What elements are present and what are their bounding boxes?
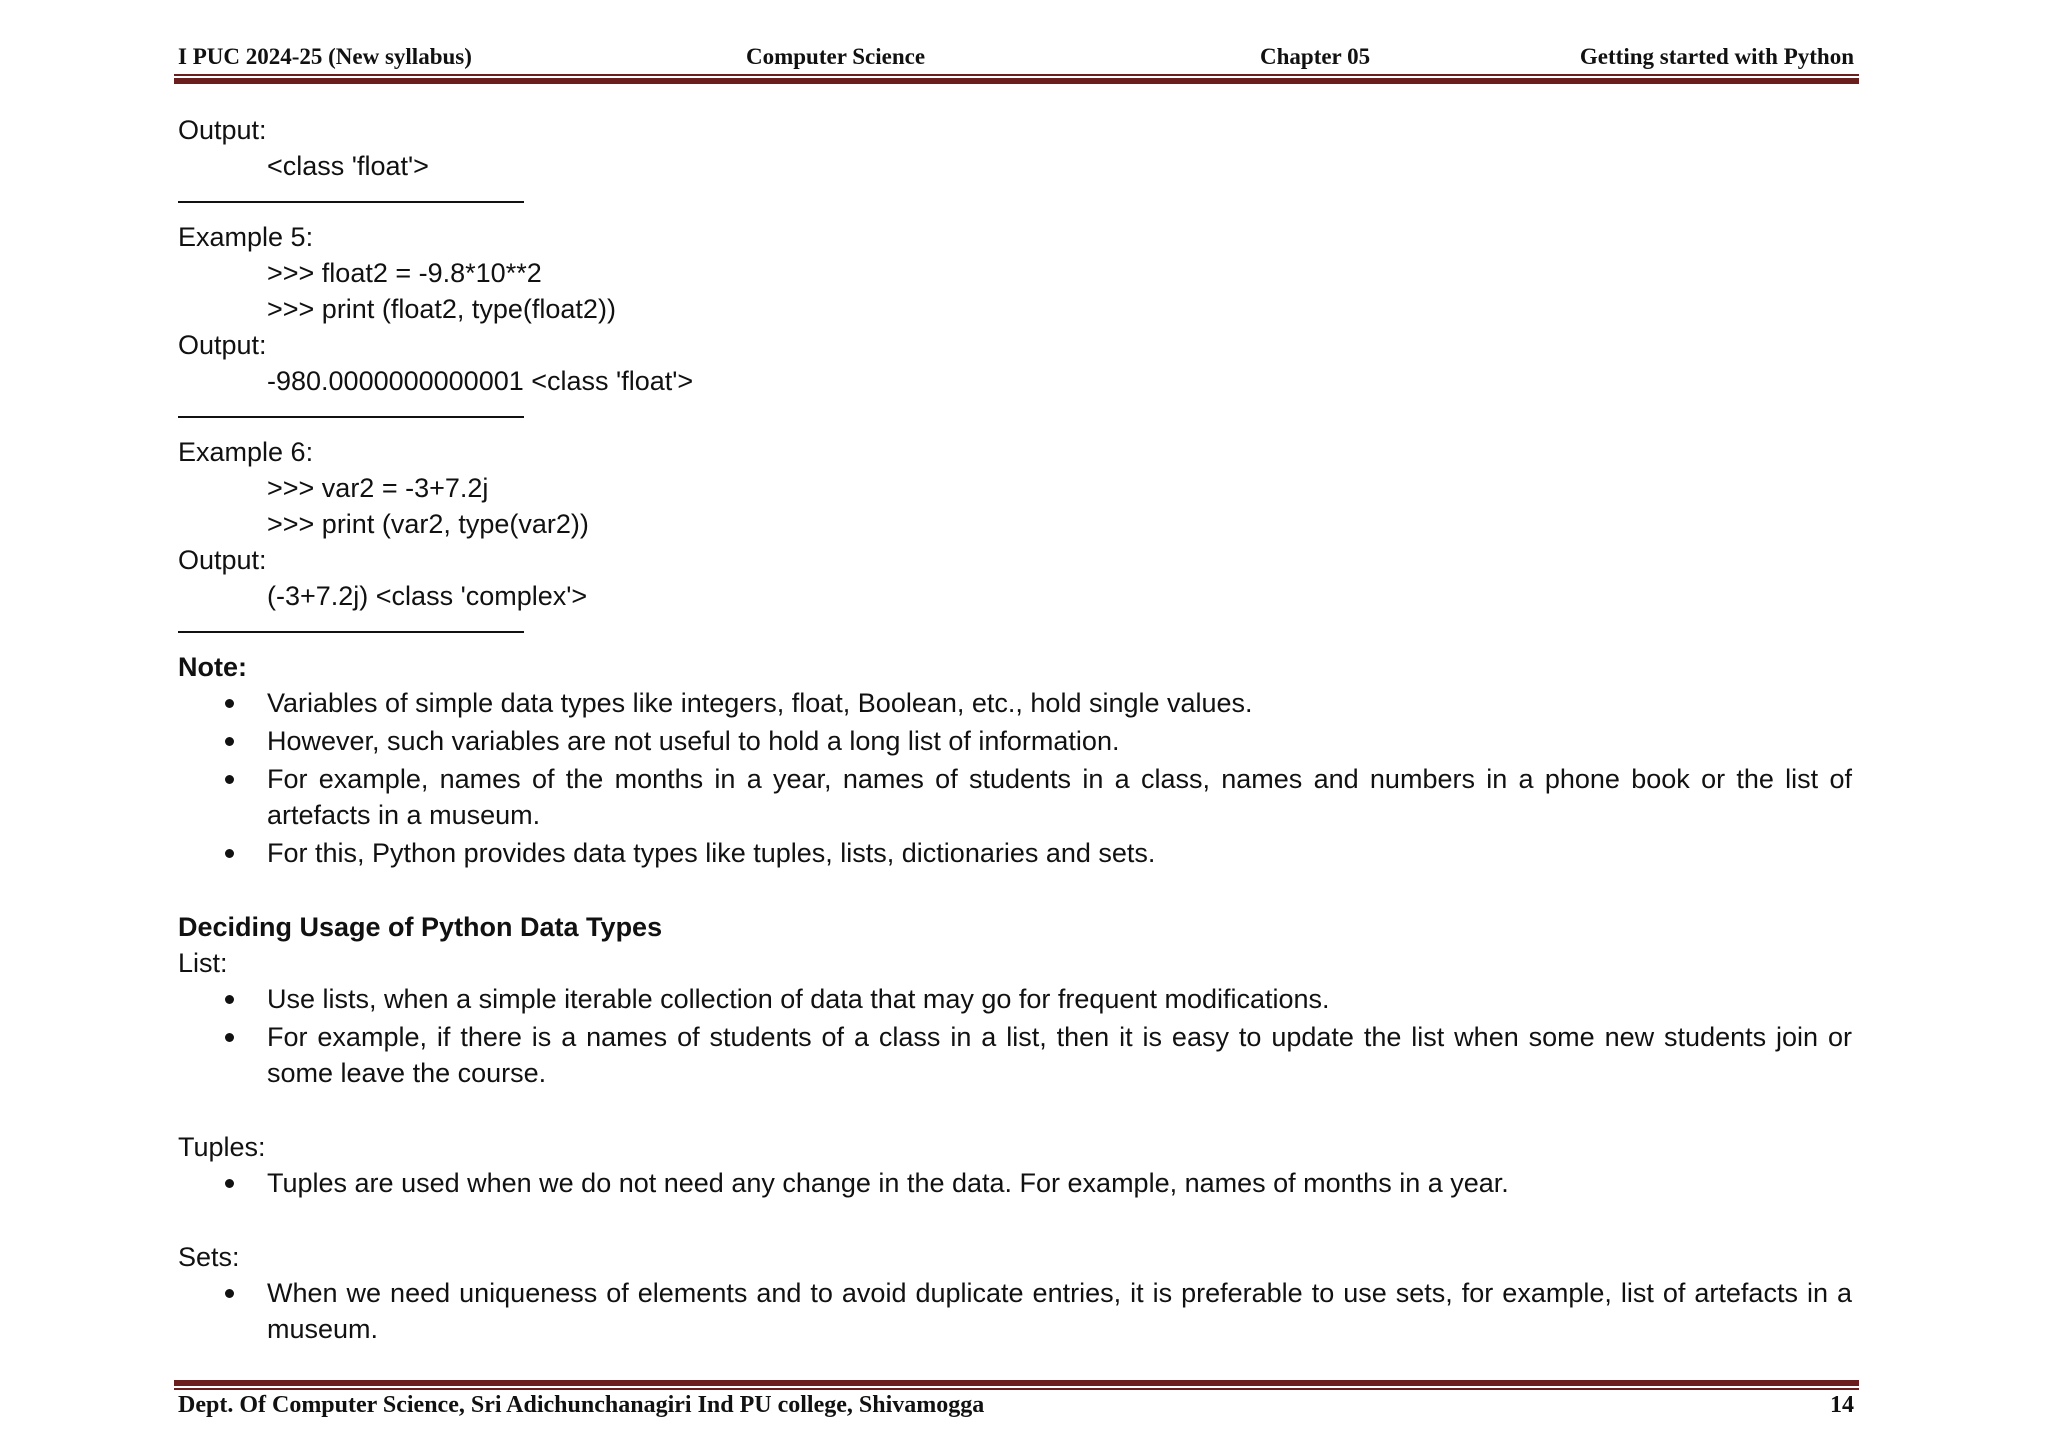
list-label: List: [178, 948, 228, 978]
bullet-icon [225, 775, 234, 784]
note-heading: Note: [178, 652, 247, 682]
output-text: (-3+7.2j) <class 'complex'> [267, 581, 588, 611]
page-number: 14 [1830, 1392, 1854, 1418]
list-item [178, 981, 1856, 1017]
list-item-text: For example, names of the months in a year, names of students in a class, names and numbers in a phone book or the list of artefacts in a museum. [267, 764, 1852, 830]
header-rule-thin [174, 74, 1859, 76]
bullet-icon [225, 1033, 234, 1042]
list-item-text: When we need uniqueness of elements and to avoid duplicate entries, it is preferable to use sets, for example, list of artefacts in a museum. [267, 1278, 1852, 1344]
code-line: >>> float2 = -9.8*10**2 [267, 258, 542, 288]
code-line: >>> var2 = -3+7.2j [267, 473, 489, 503]
output-label: Output: [178, 115, 267, 145]
separator [178, 184, 1856, 219]
footer-rule-thick [174, 1380, 1859, 1386]
example-5-title: Example 5: [178, 222, 314, 252]
separator [178, 399, 1856, 434]
header-rule-thick [174, 78, 1859, 84]
sets-usage-list [178, 1275, 1856, 1347]
note-list [178, 685, 1856, 871]
list-item-text: Use lists, when a simple iterable collection of data that may go for frequent modifications. [267, 984, 1330, 1014]
footer-rule-thin [174, 1388, 1859, 1390]
header-chapter-title: Getting started with Python [1579, 44, 1854, 69]
list-item-text: However, such variables are not useful to hold a long list of information. [267, 726, 1120, 756]
list-item [178, 835, 1856, 871]
bullet-icon [225, 995, 234, 1004]
page-content [178, 112, 1856, 1349]
list-item [178, 1165, 1856, 1201]
header-subject: Computer Science [746, 44, 926, 69]
list-item [178, 685, 1856, 721]
bullet-icon [225, 699, 234, 708]
bullet-icon [225, 1179, 234, 1188]
header-course: I PUC 2024-25 (New syllabus) [178, 44, 472, 69]
output-text: -980.0000000000001 <class 'float'> [267, 366, 694, 396]
code-line: >>> print (float2, type(float2)) [267, 294, 616, 324]
list-item-text: Tuples are used when we do not need any change in the data. For example, names of months in a year. [267, 1168, 1509, 1198]
output-label: Output: [178, 545, 267, 575]
bullet-icon [225, 1289, 234, 1298]
sets-label: Sets: [178, 1242, 240, 1272]
list-item [178, 761, 1856, 833]
separator [178, 614, 1856, 649]
list-item-text: Variables of simple data types like integers, float, Boolean, etc., hold single values. [267, 688, 1253, 718]
footer-department: Dept. Of Computer Science, Sri Adichunchanagiri Ind PU college, Shivamogga [178, 1392, 985, 1418]
list-item-text: For example, if there is a names of students of a class in a list, then it is easy to update the list when some new students join or some leave the course. [267, 1022, 1852, 1088]
list-item-text: For this, Python provides data types like tuples, lists, dictionaries and sets. [267, 838, 1156, 868]
list-item [178, 723, 1856, 759]
output-label: Output: [178, 330, 267, 360]
tuples-label: Tuples: [178, 1132, 266, 1162]
list-usage-list [178, 981, 1856, 1091]
bullet-icon [225, 737, 234, 746]
list-item [178, 1019, 1856, 1091]
example-6-title: Example 6: [178, 437, 314, 467]
header-chapter: Chapter 05 [1260, 44, 1371, 69]
bullet-icon [225, 849, 234, 858]
output-text: <class 'float'> [267, 151, 429, 181]
section-heading: Deciding Usage of Python Data Types [178, 912, 663, 942]
tuples-usage-list [178, 1165, 1856, 1201]
list-item [178, 1275, 1856, 1347]
code-line: >>> print (var2, type(var2)) [267, 509, 589, 539]
